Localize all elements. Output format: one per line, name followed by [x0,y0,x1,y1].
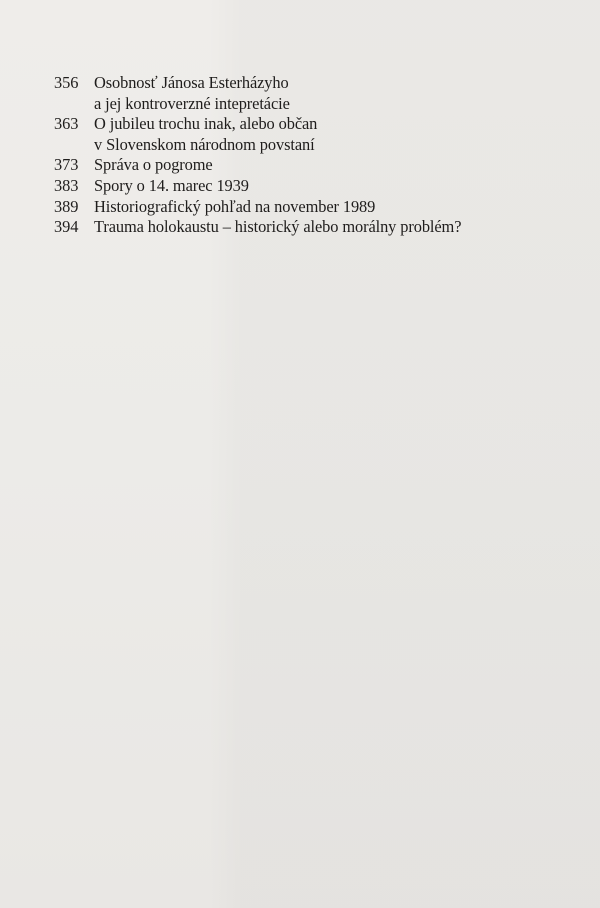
toc-title [94,176,574,197]
toc-page-number: 363 [54,114,79,134]
toc-entry [54,176,574,197]
toc-title-line: Trauma holokaustu – historický alebo morálny problém? [94,217,462,237]
toc-entry [54,217,574,238]
toc-page-number: 373 [54,155,79,175]
toc-title [94,73,574,114]
toc-page-number: 394 [54,217,79,237]
toc-entry [54,155,574,176]
toc-title-line: Správa o pogrome [94,155,213,175]
toc-entry [54,73,574,114]
toc-title-line: Osobnosť Jánosa Esterházyho [94,73,289,92]
toc-title [94,155,574,176]
toc-title-line: a jej kontroverzné intepretácie [94,93,290,113]
toc-title [94,114,574,155]
toc-title-line: v Slovenskom národnom povstaní [94,134,315,154]
toc-title [94,197,574,218]
toc-title-line: Spory o 14. marec 1939 [94,175,249,195]
toc-page-number: 383 [54,175,79,195]
toc-title [94,217,574,238]
toc-title-line: Historiografický pohľad na november 1989 [94,196,376,216]
toc-entry [54,197,574,218]
toc-entry [54,114,574,155]
table-of-contents [54,73,574,238]
toc-page-number: 389 [54,196,79,216]
toc-title-line: O jubileu trochu inak, alebo občan [94,114,318,134]
toc-page-number: 356 [54,73,79,92]
